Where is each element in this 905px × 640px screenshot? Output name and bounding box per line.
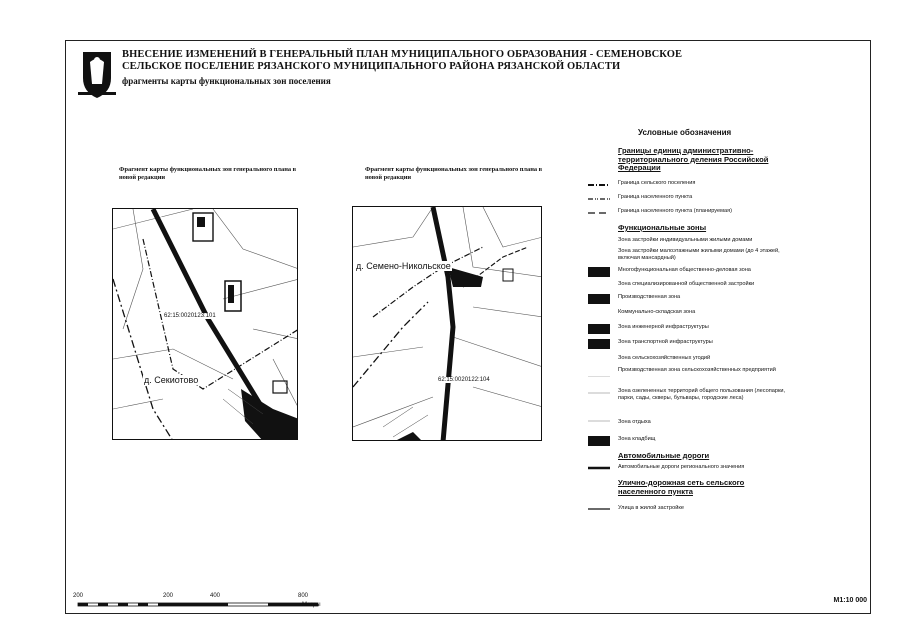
legend-item [588, 309, 798, 321]
zone-fill-symbol [588, 436, 610, 446]
scale-tick-label: 400 [210, 593, 221, 599]
legend-item-label: Коммунально-складская зона [618, 309, 696, 315]
legend-item [588, 281, 798, 293]
legend-heading-functional-zones: Функциональные зоны [618, 223, 707, 232]
legend-heading-admin-boundaries: Границы единиц административно-территориального деления Российской Федерации [618, 146, 769, 173]
legend-item [588, 367, 798, 383]
zone-fill-symbol [588, 294, 610, 304]
zone-fill-symbol [588, 324, 610, 334]
legend-item-label: Производственная зона сельскохозяйственных предприятий [618, 367, 776, 373]
legend-title: Условные обозначения [638, 128, 732, 137]
legend-item-label: Зона отдыха [618, 419, 651, 425]
title-line-1: ВНЕСЕНИЕ ИЗМЕНЕНИЙ В ГЕНЕРАЛЬНЫЙ ПЛАН МУНИЦИПАЛЬНОГО ОБРАЗОВАНИЯ - СЕМЕНОВСКОЕ [122, 49, 683, 60]
boundary-planned-symbol [588, 208, 610, 218]
legend-item-label: Зона сельскохозяйственных угодий [618, 355, 711, 361]
zone-fill-symbol [588, 267, 610, 277]
legend-item-label: Граница сельского поселения [618, 180, 696, 186]
document-subtitle: фрагменты карты функциональных зон поселения [122, 76, 331, 86]
legend-item [588, 436, 798, 448]
legend-item [588, 355, 798, 367]
legend-item [588, 419, 798, 431]
fragment-2-caption: Фрагмент карты функциональных зон генерального плана в новой редакции [365, 166, 543, 181]
legend-item [588, 267, 798, 279]
legend-item-label: Граница населенного пункта (планируемая) [618, 208, 732, 214]
street-symbol [588, 505, 610, 515]
regional-road-symbol [588, 464, 610, 474]
legend-item-label: Зона застройки малоэтажными жилыми домами (до 4 этажей, включая мансардный) [618, 248, 780, 261]
scale-unit-label: Метры [302, 602, 321, 608]
legend-item [588, 248, 798, 266]
legend-item [588, 505, 798, 517]
legend-item-label: Многофункциональная общественно-деловая зона [618, 267, 751, 273]
legend-item-label: Зона застройки индивидуальными жилыми домами [618, 237, 753, 243]
map-fragment-2 [352, 206, 542, 441]
thin-line-symbol [588, 419, 610, 429]
scale-tick-label: 800 [298, 593, 309, 599]
document-title [122, 49, 722, 73]
coat-of-arms-emblem [77, 48, 117, 100]
boundary-rural-settlement-symbol [588, 180, 610, 190]
legend-item-label: Улица в жилой застройке [618, 505, 684, 511]
legend-heading-roads: Автомобильные дороги [618, 451, 710, 460]
legend-item [588, 339, 798, 351]
legend-item-label: Зона кладбищ [618, 436, 656, 442]
legend-item-label: Граница населенного пункта [618, 194, 693, 200]
scale-tick-label: 200 [73, 593, 84, 599]
cadastral-number-label: 62:15:0020123:101 [164, 313, 216, 319]
scale-bar [70, 593, 340, 613]
legend-item [588, 324, 798, 336]
scale-tick-label: 200 [163, 593, 174, 599]
legend-item-label: Зона специализированной общественной застройки [618, 281, 755, 287]
settlement-label: д. Семено-Никольское [356, 261, 451, 271]
legend-item-label: Зона инженерной инфраструктуры [618, 324, 709, 330]
cadastral-number-label: 62:15:0020122:104 [438, 377, 490, 383]
legend-item-label: Зона транспортной инфраструктуры [618, 339, 713, 345]
legend-item [588, 208, 798, 220]
thin-line-symbol [588, 388, 610, 398]
scale-ratio: М1:10 000 [833, 597, 867, 604]
legend-heading-street-network: Улично-дорожная сеть сельского населенного пункта [618, 478, 745, 496]
boundary-settlement-symbol [588, 194, 610, 204]
fragment-1-caption: Фрагмент карты функциональных зон генерального плана в новой редакции [119, 166, 297, 181]
legend-item [588, 388, 798, 412]
legend-item [588, 180, 798, 192]
legend-item [588, 294, 798, 306]
title-line-2: СЕЛЬСКОЕ ПОСЕЛЕНИЕ РЯЗАНСКОГО МУНИЦИПАЛЬНОГО РАЙОНА РЯЗАНСКОЙ ОБЛАСТИ [122, 61, 621, 72]
thin-line-symbol [588, 367, 610, 377]
map-fragment-1 [112, 208, 298, 440]
legend-item [588, 464, 798, 476]
settlement-label: д. Секиотово [144, 375, 199, 385]
legend-item-label: Зона озелененных территорий общего пользования (лесопарки, парки, сады, скверы, бульвары, городские леса) [618, 388, 786, 401]
legend-item-label: Производственная зона [618, 294, 681, 300]
zone-fill-symbol [588, 339, 610, 349]
legend-item-label: Автомобильные дороги регионального значения [618, 464, 745, 470]
legend-item [588, 194, 798, 206]
